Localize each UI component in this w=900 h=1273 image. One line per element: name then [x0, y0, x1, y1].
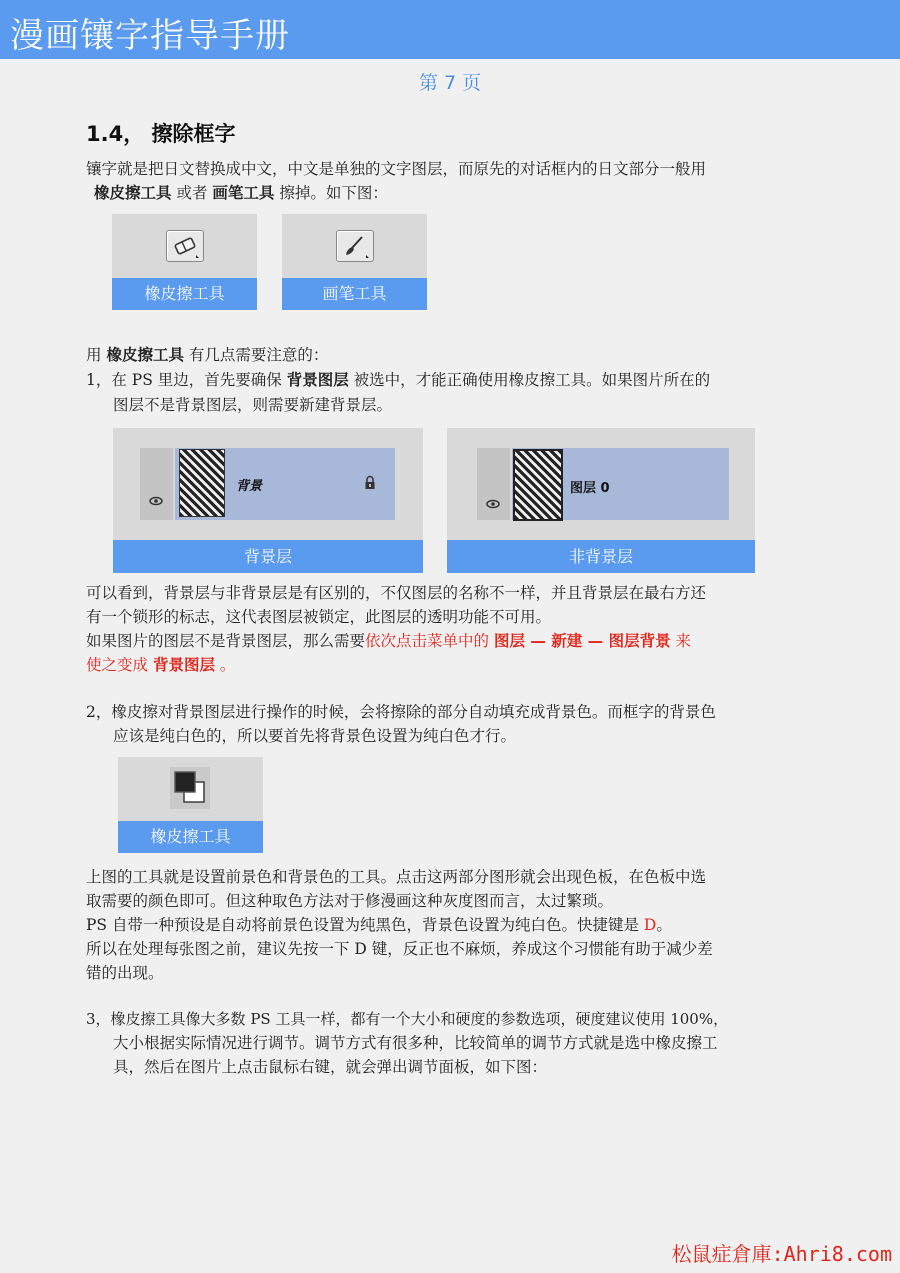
section-title: 1.4， 擦除框字 — [86, 122, 236, 146]
eraser-tool-caption: 橡皮擦工具 — [112, 278, 257, 310]
menu-dash-1: — — [524, 632, 552, 650]
para-layers-line-1: 可以看到，背景层与非背景层是有区别的，不仅图层的名称不一样，并且背景层在最右方还 — [86, 584, 707, 602]
layer-name-background: 背景 — [236, 479, 263, 494]
eye-icon — [140, 448, 173, 520]
eye-icon — [477, 448, 510, 520]
intro-or: 或者 — [171, 184, 213, 202]
line3-pre: 如果图片的图层不是背景图层，那么需要 — [86, 632, 366, 650]
menu-path-tail: 来 — [670, 632, 692, 650]
point3-line-2: 大小根据实际情况进行调节。调节方式有很多种，比较简单的调节方式就是选中橡皮擦工 — [113, 1034, 718, 1052]
brush-icon — [336, 230, 374, 262]
para-swatch-line-3 — [86, 913, 672, 937]
intro-line-1: 镶字就是把日文替换成中文，中文是单独的文字图层，而原先的对话框内的日文部分一般用 — [86, 160, 707, 178]
notes-tool-term: 橡皮擦工具 — [106, 346, 184, 364]
layer-thumbnail — [179, 449, 225, 517]
brush-tool-figure — [282, 214, 427, 310]
notes-intro — [86, 343, 328, 367]
eraser-tool-figure — [112, 214, 257, 310]
layer-thumbnail — [513, 449, 563, 521]
para-layers-line-2: 有一个锁形的标志，这代表图层被锁定，此图层的透明功能不可用。 — [86, 608, 552, 626]
point2-line-1: 2，橡皮擦对背景图层进行操作的时候，会将擦除的部分自动填充成背景色。而框字的背景色 — [86, 703, 716, 721]
brush-tool-caption: 画笔工具 — [282, 278, 427, 310]
point1-post: 被选中，才能正确使用橡皮擦工具。如果图片所在的 — [348, 371, 711, 389]
para-layers-line-4 — [86, 653, 235, 677]
shortcut-key: D — [643, 916, 657, 934]
para-layers-line-3 — [86, 629, 691, 653]
eye-cell — [477, 448, 510, 520]
watermark: 松鼠症倉庫:Ahri8.com — [671, 1242, 892, 1266]
color-swatch-caption: 橡皮擦工具 — [118, 821, 263, 853]
page-number: 第 7 页 — [418, 72, 482, 94]
menu-path — [365, 632, 691, 650]
background-layer-figure — [113, 428, 423, 573]
point1-line-2: 图层不是背景图层，则需要新建背景层。 — [113, 396, 393, 414]
eye-cell — [140, 448, 173, 520]
manual-title: 漫画镶字指导手册 — [10, 16, 290, 56]
menu-path-intro: 依次点击菜单中的 — [365, 632, 494, 650]
normal-layer-figure — [447, 428, 755, 573]
normal-layer-caption: 非背景层 — [447, 540, 755, 573]
point1-bold: 背景图层 — [286, 371, 349, 389]
color-swatch-figure — [118, 757, 263, 853]
layer-name-layer0: 图层 0 — [570, 481, 610, 496]
para-swatch-line-2: 取需要的颜色即可。但这种取色方法对于修漫画这种灰度图而言，太过繁琐。 — [86, 892, 614, 910]
notes-post: 有几点需要注意的： — [183, 346, 329, 364]
notes-pre: 用 — [86, 346, 107, 364]
point1-pre: 1，在 PS 里边，首先要确保 — [86, 371, 287, 389]
para-swatch-line-1: 上图的工具就是设置前景色和背景色的工具。点击这两部分图形就会出现色板，在色板中选 — [86, 868, 707, 886]
line3-pre: PS 自带一种预设是自动将前景色设置为纯黑色，背景色设置为纯白色。快捷键是 — [86, 916, 644, 934]
line4-red: 使之变成 — [86, 656, 153, 674]
eraser-tool-term: 橡皮擦工具 — [94, 184, 172, 202]
intro-tail: 擦掉。如下图： — [274, 184, 388, 202]
menu-layer: 图层 — [493, 632, 525, 650]
background-layer-caption: 背景层 — [113, 540, 423, 573]
lock-icon — [363, 475, 377, 491]
header-bar — [0, 0, 900, 59]
para-swatch-line-4: 所以在处理每张图之前，建议先按一下 D 键，反正也不麻烦，养成这个习惯能有助于减少差 — [86, 940, 713, 958]
line4-bold: 背景图层 — [152, 656, 215, 674]
point1-line-1 — [86, 368, 710, 392]
point3-line-1: 3，橡皮擦工具像大多数 PS 工具一样，都有一个大小和硬度的参数选项，硬度建议使用 100%， — [86, 1010, 729, 1028]
point3-line-3: 具，然后在图片上点击鼠标右键，就会弹出调节面板，如下图： — [113, 1058, 548, 1076]
menu-dash-2: — — [582, 632, 609, 650]
para-swatch-line-5: 错的出现。 — [86, 964, 164, 982]
menu-new: 新建 — [551, 632, 583, 650]
point2-line-2: 应该是纯白色的，所以要首先将背景色设置为纯白色才行。 — [113, 727, 517, 745]
intro-line-2 — [94, 181, 388, 205]
color-swatch-icon — [170, 767, 210, 809]
line3-end: 。 — [656, 916, 672, 934]
brush-tool-term: 画笔工具 — [212, 184, 275, 202]
line4-end: 。 — [214, 656, 236, 674]
menu-layer-background: 图层背景 — [608, 632, 671, 650]
eraser-icon — [166, 230, 204, 262]
